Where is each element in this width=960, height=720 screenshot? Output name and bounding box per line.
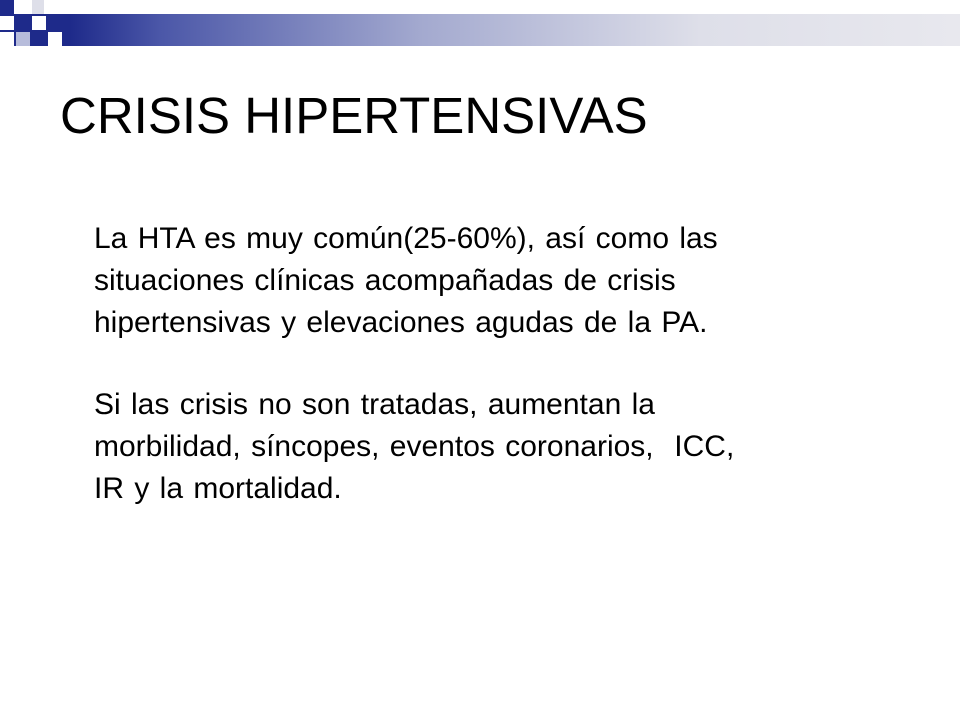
paragraph-line: IR y la mortalidad. — [94, 472, 342, 505]
paragraph — [94, 218, 914, 344]
header-square-decoration — [32, 0, 44, 14]
header-gradient-bar — [0, 14, 960, 46]
header-square-decoration — [0, 32, 14, 46]
paragraph-line: situaciones clínicas acompañadas de crisis — [94, 264, 676, 297]
slide-title: CRISIS HIPERTENSIVAS — [60, 87, 648, 144]
paragraph-line: Si las crisis no son tratadas, aumentan la — [94, 388, 655, 421]
header-square-decoration — [0, 16, 14, 30]
slide-body — [94, 218, 914, 550]
paragraph-line: La HTA es muy común(25-60%), así como las — [94, 222, 718, 255]
header-square-decoration — [48, 32, 62, 46]
header-square-decoration — [32, 16, 46, 30]
header-square-decoration — [0, 0, 14, 14]
header-square-decoration — [16, 16, 30, 30]
paragraph-line: morbilidad, síncopes, eventos coronarios, ICC, — [94, 430, 735, 463]
paragraph — [94, 384, 914, 510]
paragraph-line: hipertensivas y elevaciones agudas de la PA. — [94, 306, 708, 339]
header-square-decoration — [16, 32, 30, 46]
